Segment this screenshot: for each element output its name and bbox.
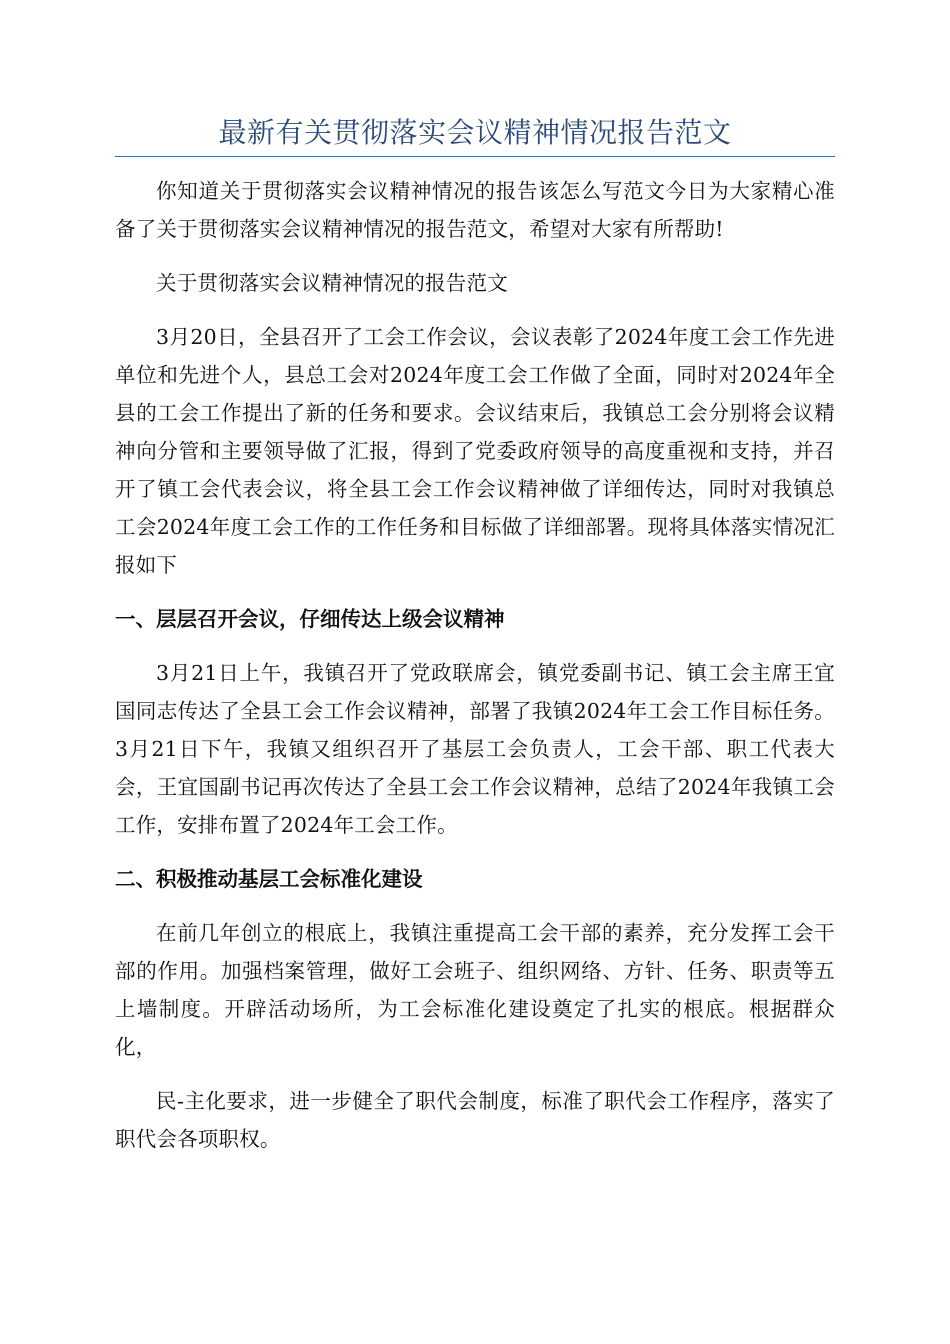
intro-paragraph: 你知道关于贯彻落实会议精神情况的报告该怎么写范文今日为大家精心准备了关于贯彻落实会议精神情况的报告范文，希望对大家有所帮助! bbox=[115, 179, 835, 241]
section-2-paragraph-2: 民-主化要求，进一步健全了职代会制度，标准了职代会工作程序，落实了职代会各项职权。 bbox=[115, 1089, 835, 1151]
section-heading-2: 二、积极推动基层工会标准化建设 bbox=[115, 867, 423, 891]
document-title: 最新有关贯彻落实会议精神情况报告范文 bbox=[218, 116, 732, 149]
section-2-paragraph-1: 在前几年创立的根底上，我镇注重提高工会干部的素养，充分发挥工会干部的作用。加强档案管理，做好工会班子、组织网络、方针、任务、职责等五上墙制度。开辟活动场所，为工会标准化建设奠定了扎实的根底。根据群众化， bbox=[115, 921, 835, 1059]
section-heading-1: 一、层层召开会议，仔细传达上级会议精神 bbox=[115, 607, 505, 631]
title-block bbox=[115, 110, 835, 157]
report-subtitle: 关于贯彻落实会议精神情况的报告范文 bbox=[156, 271, 508, 295]
document-body bbox=[115, 172, 835, 1174]
section-1-paragraph: 3月21日上午，我镇召开了党政联席会，镇党委副书记、镇工会主席王宜国同志传达了全县工会工作会议精神，部署了我镇2024年工会工作目标任务。3月21日下午，我镇又组织召开了基层工会负责人，工会干部、职工代表大会，王宜国副书记再次传达了全县工会工作会议精神，总结了2024年我镇工会工作，安排布置了2024年工会工作。 bbox=[115, 661, 835, 837]
body-paragraph: 3月20日，全县召开了工会工作会议，会议表彰了2024年度工会工作先进单位和先进个人，县总工会对2024年度工会工作做了全面，同时对2024年全县的工会工作提出了新的任务和要求。会议结束后，我镇总工会分别将会议精神向分管和主要领导做了汇报，得到了党委政府领导的高度重视和支持，并召开了镇工会代表会议，将全县工会工作会议精神做了详细传达，同时对我镇总工会2024年度工会工作的工作任务和目标做了详细部署。现将具体落实情况汇报如下 bbox=[115, 325, 835, 577]
